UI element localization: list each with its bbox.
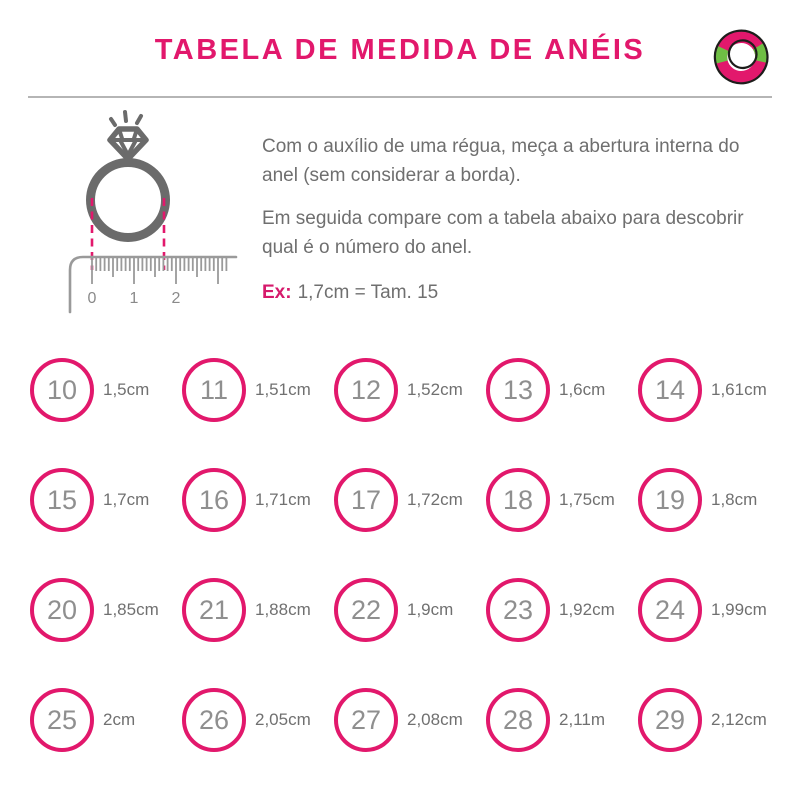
ring-size-circle — [486, 688, 550, 752]
ring-size-item — [638, 578, 790, 642]
ring-size-measure: 1,88cm — [255, 600, 311, 619]
ring-size-circle — [638, 358, 702, 422]
ring-size-circle — [30, 468, 94, 532]
ring-size-item — [638, 688, 790, 752]
ring-size-item — [182, 358, 334, 422]
instructions — [262, 133, 762, 307]
ring-size-circle — [638, 688, 702, 752]
ring-size-number: 18 — [502, 484, 534, 515]
header-divider — [28, 96, 772, 98]
ring-size-circle — [334, 358, 398, 422]
ring-size-circle — [182, 688, 246, 752]
ring-size-item — [486, 468, 638, 532]
ring-size-number: 19 — [654, 484, 686, 515]
ring-size-number: 26 — [198, 704, 230, 735]
example-prefix: Ex: — [262, 281, 292, 303]
ring-band — [91, 163, 166, 238]
ring-size-item — [334, 578, 486, 642]
ring-size-measure: 1,7cm — [103, 490, 150, 509]
ring-size-item — [334, 358, 486, 422]
ring-size-measure: 1,8cm — [711, 490, 758, 509]
ring-size-item — [30, 688, 182, 752]
ring-size-measure: 2,08cm — [407, 710, 463, 729]
ring-size-table — [30, 335, 800, 775]
ring-size-measure: 2,11m — [559, 710, 605, 729]
ring-size-item — [30, 468, 182, 532]
ring-size-item — [182, 688, 334, 752]
ring-size-circle — [334, 578, 398, 642]
example-text: 1,7cm = Tam. 15 — [297, 281, 439, 303]
ruler-label-1: 1 — [129, 290, 139, 307]
ring-size-circle — [486, 578, 550, 642]
ring-size-circle — [638, 468, 702, 532]
ring-size-measure: 1,72cm — [407, 490, 463, 509]
ring-size-circle — [182, 578, 246, 642]
ruler-label-0: 0 — [87, 290, 97, 307]
ring-size-number: 12 — [350, 374, 382, 405]
ring-size-number: 28 — [502, 704, 534, 735]
sparkle-icon — [111, 112, 141, 125]
ring-size-measure: 1,75cm — [559, 490, 615, 509]
ring-size-measure: 1,99cm — [711, 600, 767, 619]
ring-size-item — [486, 578, 638, 642]
ring-size-number: 20 — [46, 594, 78, 625]
ring-size-item — [638, 468, 790, 532]
ring-size-measure: 1,92cm — [559, 600, 615, 619]
ring-size-measure: 1,52cm — [407, 380, 463, 399]
ring-size-measure: 1,61cm — [711, 380, 767, 399]
ring-size-measure: 2cm — [103, 710, 136, 729]
ring-size-number: 13 — [502, 374, 534, 405]
ring-size-number: 17 — [350, 484, 382, 515]
ring-size-number: 27 — [350, 704, 382, 735]
ring-size-number: 21 — [198, 594, 230, 625]
instruction-paragraph-2: Em seguida compare com a tabela abaixo para descobrir qual é o número do anel. — [262, 207, 744, 258]
ring-size-number: 23 — [502, 594, 534, 625]
ring-size-number: 10 — [46, 374, 78, 405]
ring-size-circle — [334, 468, 398, 532]
ring-size-number: 16 — [198, 484, 230, 515]
diamond-icon — [110, 129, 146, 159]
ring-size-number: 14 — [654, 374, 686, 405]
ring-over-ruler-icon — [52, 100, 247, 320]
ring-size-circle — [182, 468, 246, 532]
ring-size-item — [638, 358, 790, 422]
example-line — [262, 279, 762, 308]
ring-size-item — [334, 468, 486, 532]
ring-size-number: 22 — [350, 594, 382, 625]
ring-size-circle — [638, 578, 702, 642]
ring-size-item — [182, 468, 334, 532]
ring-size-number: 24 — [654, 594, 686, 625]
ring-size-item — [182, 578, 334, 642]
ring-size-measure: 1,9cm — [407, 600, 454, 619]
ring-size-item — [30, 358, 182, 422]
page-title: TABELA DE MEDIDA DE ANÉIS — [154, 34, 646, 66]
ring-size-number: 25 — [46, 704, 78, 735]
ring-size-item — [486, 688, 638, 752]
ring-size-measure: 2,12cm — [711, 710, 767, 729]
ruler-icon — [70, 257, 236, 312]
ring-size-circle — [30, 688, 94, 752]
ring-size-circle — [334, 688, 398, 752]
ring-size-number: 29 — [654, 704, 686, 735]
ring-size-number: 11 — [199, 374, 229, 405]
ring-size-circle — [30, 358, 94, 422]
ring-size-circle — [182, 358, 246, 422]
ring-size-measure: 1,71cm — [255, 490, 311, 509]
ring-size-measure: 1,5cm — [103, 380, 150, 399]
ruler-label-2: 2 — [171, 290, 181, 307]
ring-size-measure: 1,85cm — [103, 600, 159, 619]
ring-size-item — [334, 688, 486, 752]
instruction-paragraph-1: Com o auxílio de uma régua, meça a abertura interna do anel (sem considerar a borda). — [262, 136, 740, 186]
ring-size-circle — [30, 578, 94, 642]
ring-logo-icon — [710, 24, 772, 88]
ring-size-measure: 1,51cm — [255, 380, 311, 399]
ring-size-number: 15 — [46, 484, 78, 515]
ring-size-measure: 1,6cm — [559, 380, 606, 399]
ring-size-circle — [486, 468, 550, 532]
ring-size-item — [30, 578, 182, 642]
ring-size-circle — [486, 358, 550, 422]
ring-size-measure: 2,05cm — [255, 710, 311, 729]
ring-size-item — [486, 358, 638, 422]
